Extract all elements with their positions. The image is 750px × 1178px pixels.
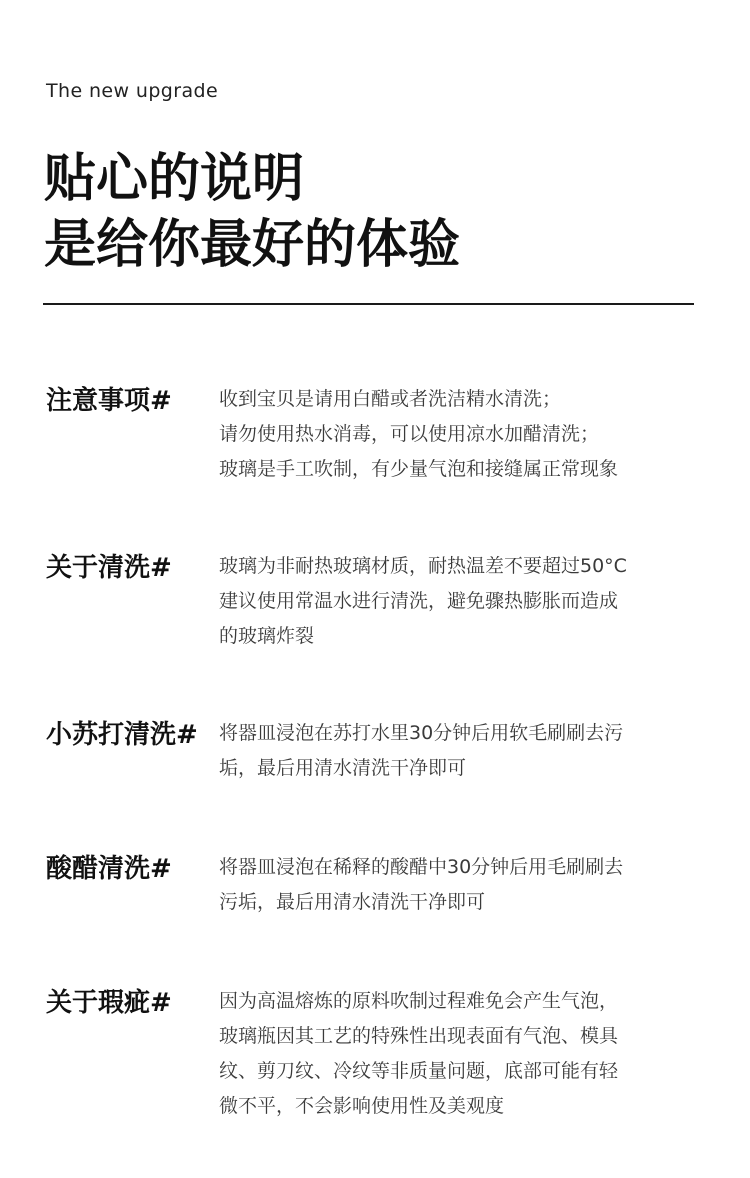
section-line: 将器皿浸泡在苏打水里30分钟后用软毛刷刷去污 — [219, 722, 624, 744]
section-line: 将器皿浸泡在稀释的酸醋中30分钟后用毛刷刷去 — [219, 856, 624, 878]
section-line: 微不平，不会影响使用性及美观度 — [219, 1095, 505, 1117]
section-body — [219, 382, 669, 487]
section-title: 小苏打清洗# — [46, 720, 198, 750]
section-title: 酸醋清洗# — [46, 854, 172, 884]
section-title: 关于清洗# — [46, 553, 172, 583]
section-line: 收到宝贝是请用白醋或者洗洁精水清洗； — [219, 388, 562, 410]
section-body — [219, 549, 669, 654]
section-line: 玻璃为非耐热玻璃材质，耐热温差不要超过50°C — [219, 555, 627, 577]
section-line: 玻璃瓶因其工艺的特殊性出现表面有气泡、模具 — [219, 1025, 619, 1047]
section-body — [219, 850, 669, 920]
section-body — [219, 716, 669, 786]
page-title — [44, 146, 460, 278]
section-line: 垢，最后用清水清洗干净即可 — [219, 757, 467, 779]
section-line: 污垢，最后用清水清洗干净即可 — [219, 891, 486, 913]
section-title: 注意事项# — [46, 386, 172, 416]
section-title: 关于瑕疵# — [46, 988, 172, 1018]
section-line: 建议使用常温水进行清洗，避免骤热膨胀而造成 — [219, 590, 619, 612]
section-body — [219, 984, 669, 1124]
page-title-line-2: 是给你最好的体验 — [44, 215, 461, 275]
section-line: 纹、剪刀纹、冷纹等非质量问题，底部可能有轻 — [219, 1060, 619, 1082]
divider — [43, 303, 694, 305]
section-line: 玻璃是手工吹制，有少量气泡和接缝属正常现象 — [219, 458, 619, 480]
section-line: 的玻璃炸裂 — [219, 625, 315, 647]
subtitle: The new upgrade — [46, 80, 219, 102]
page-title-line-1: 贴心的说明 — [44, 149, 305, 209]
section-line: 请勿使用热水消毒，可以使用凉水加醋清洗； — [219, 423, 600, 445]
section-line: 因为高温熔炼的原料吹制过程难免会产生气泡， — [219, 990, 619, 1012]
